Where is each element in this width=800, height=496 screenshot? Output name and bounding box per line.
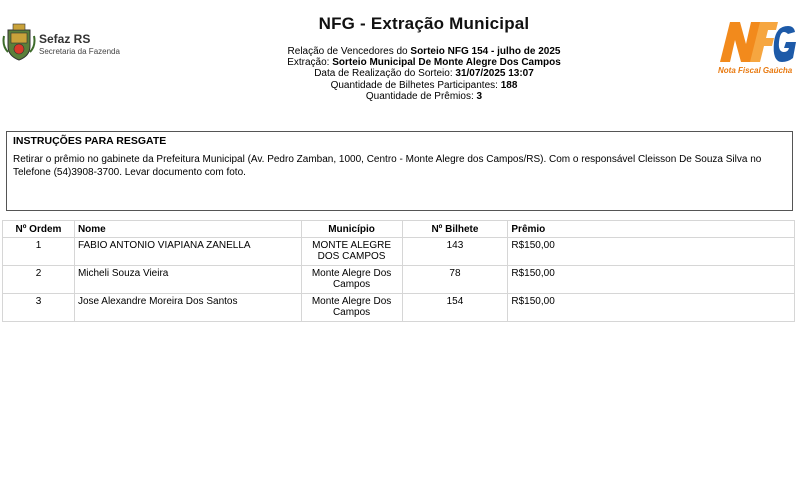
col-header-nome: Nome <box>74 221 301 238</box>
data-label: Data de Realização do Sorteio: <box>314 68 453 80</box>
cell-municipio: Monte Alegre Dos Campos <box>301 266 402 294</box>
col-header-bilhete: Nº Bilhete <box>402 221 508 238</box>
table-row <box>3 238 795 266</box>
relacao-line <box>150 46 698 57</box>
bilhetes-label: Quantidade de Bilhetes Participantes: <box>330 79 498 91</box>
cell-bilhete: 143 <box>402 238 508 266</box>
page-title: NFG - Extração Municipal <box>318 14 530 33</box>
cell-premio: R$150,00 <box>508 238 795 266</box>
cell-bilhete: 154 <box>402 294 508 322</box>
col-header-ordem: Nº Ordem <box>3 221 75 238</box>
winners-table <box>2 220 795 322</box>
cell-nome: FABIO ANTONIO VIAPIANA ZANELLA <box>74 238 301 266</box>
data-value: 31/07/2025 13:07 <box>455 68 534 80</box>
col-header-municipio: Município <box>301 221 402 238</box>
data-line <box>150 68 698 79</box>
brand-subtitle: Secretaria da Fazenda <box>39 47 120 56</box>
instructions-text: Retirar o prêmio no gabinete da Prefeitura Municipal (Av. Pedro Zamban, 1000, Centro - Monte Alegre dos Campos/RS). Com o responsável Cleisson De Souza Silva no Telefone (54)3908-3700. Levar documento com foto. <box>13 154 762 178</box>
sefaz-logo <box>2 22 142 62</box>
report-header <box>150 14 698 102</box>
extracao-value: Sorteio Municipal De Monte Alegre Dos Campos <box>332 57 561 69</box>
cell-municipio: Monte Alegre Dos Campos <box>301 294 402 322</box>
instructions-box <box>6 131 793 211</box>
table-row <box>3 294 795 322</box>
rs-coat-of-arms-icon <box>2 22 36 62</box>
brand-title: Sefaz RS <box>39 32 91 46</box>
extracao-line <box>150 57 698 68</box>
bilhetes-value: 188 <box>500 79 518 91</box>
col-header-premio: Prêmio <box>508 221 795 238</box>
cell-ordem: 3 <box>3 294 75 322</box>
cell-ordem: 2 <box>3 266 75 294</box>
nfg-caption: Nota Fiscal Gaúcha <box>718 66 793 75</box>
table-row <box>3 266 795 294</box>
cell-municipio: MONTE ALEGRE DOS CAMPOS <box>301 238 402 266</box>
cell-bilhete: 78 <box>402 266 508 294</box>
cell-nome: Micheli Souza Vieira <box>74 266 301 294</box>
nfg-logo-icon <box>716 18 796 66</box>
relacao-value: Sorteio NFG 154 - julho de 2025 <box>410 46 561 57</box>
cell-premio: R$150,00 <box>508 294 795 322</box>
extracao-label: Extração: <box>287 57 330 69</box>
instructions-title: INSTRUÇÕES PARA RESGATE <box>13 135 167 147</box>
nfg-logo <box>716 18 796 80</box>
table-header-row <box>3 221 795 238</box>
premios-value: 3 <box>476 90 483 102</box>
cell-nome: Jose Alexandre Moreira Dos Santos <box>74 294 301 322</box>
premios-label: Quantidade de Prêmios: <box>365 90 474 102</box>
premios-line <box>150 91 698 102</box>
bilhetes-line <box>150 80 698 91</box>
cell-ordem: 1 <box>3 238 75 266</box>
relacao-label: Relação de Vencedores do <box>287 46 408 57</box>
cell-premio: R$150,00 <box>508 266 795 294</box>
